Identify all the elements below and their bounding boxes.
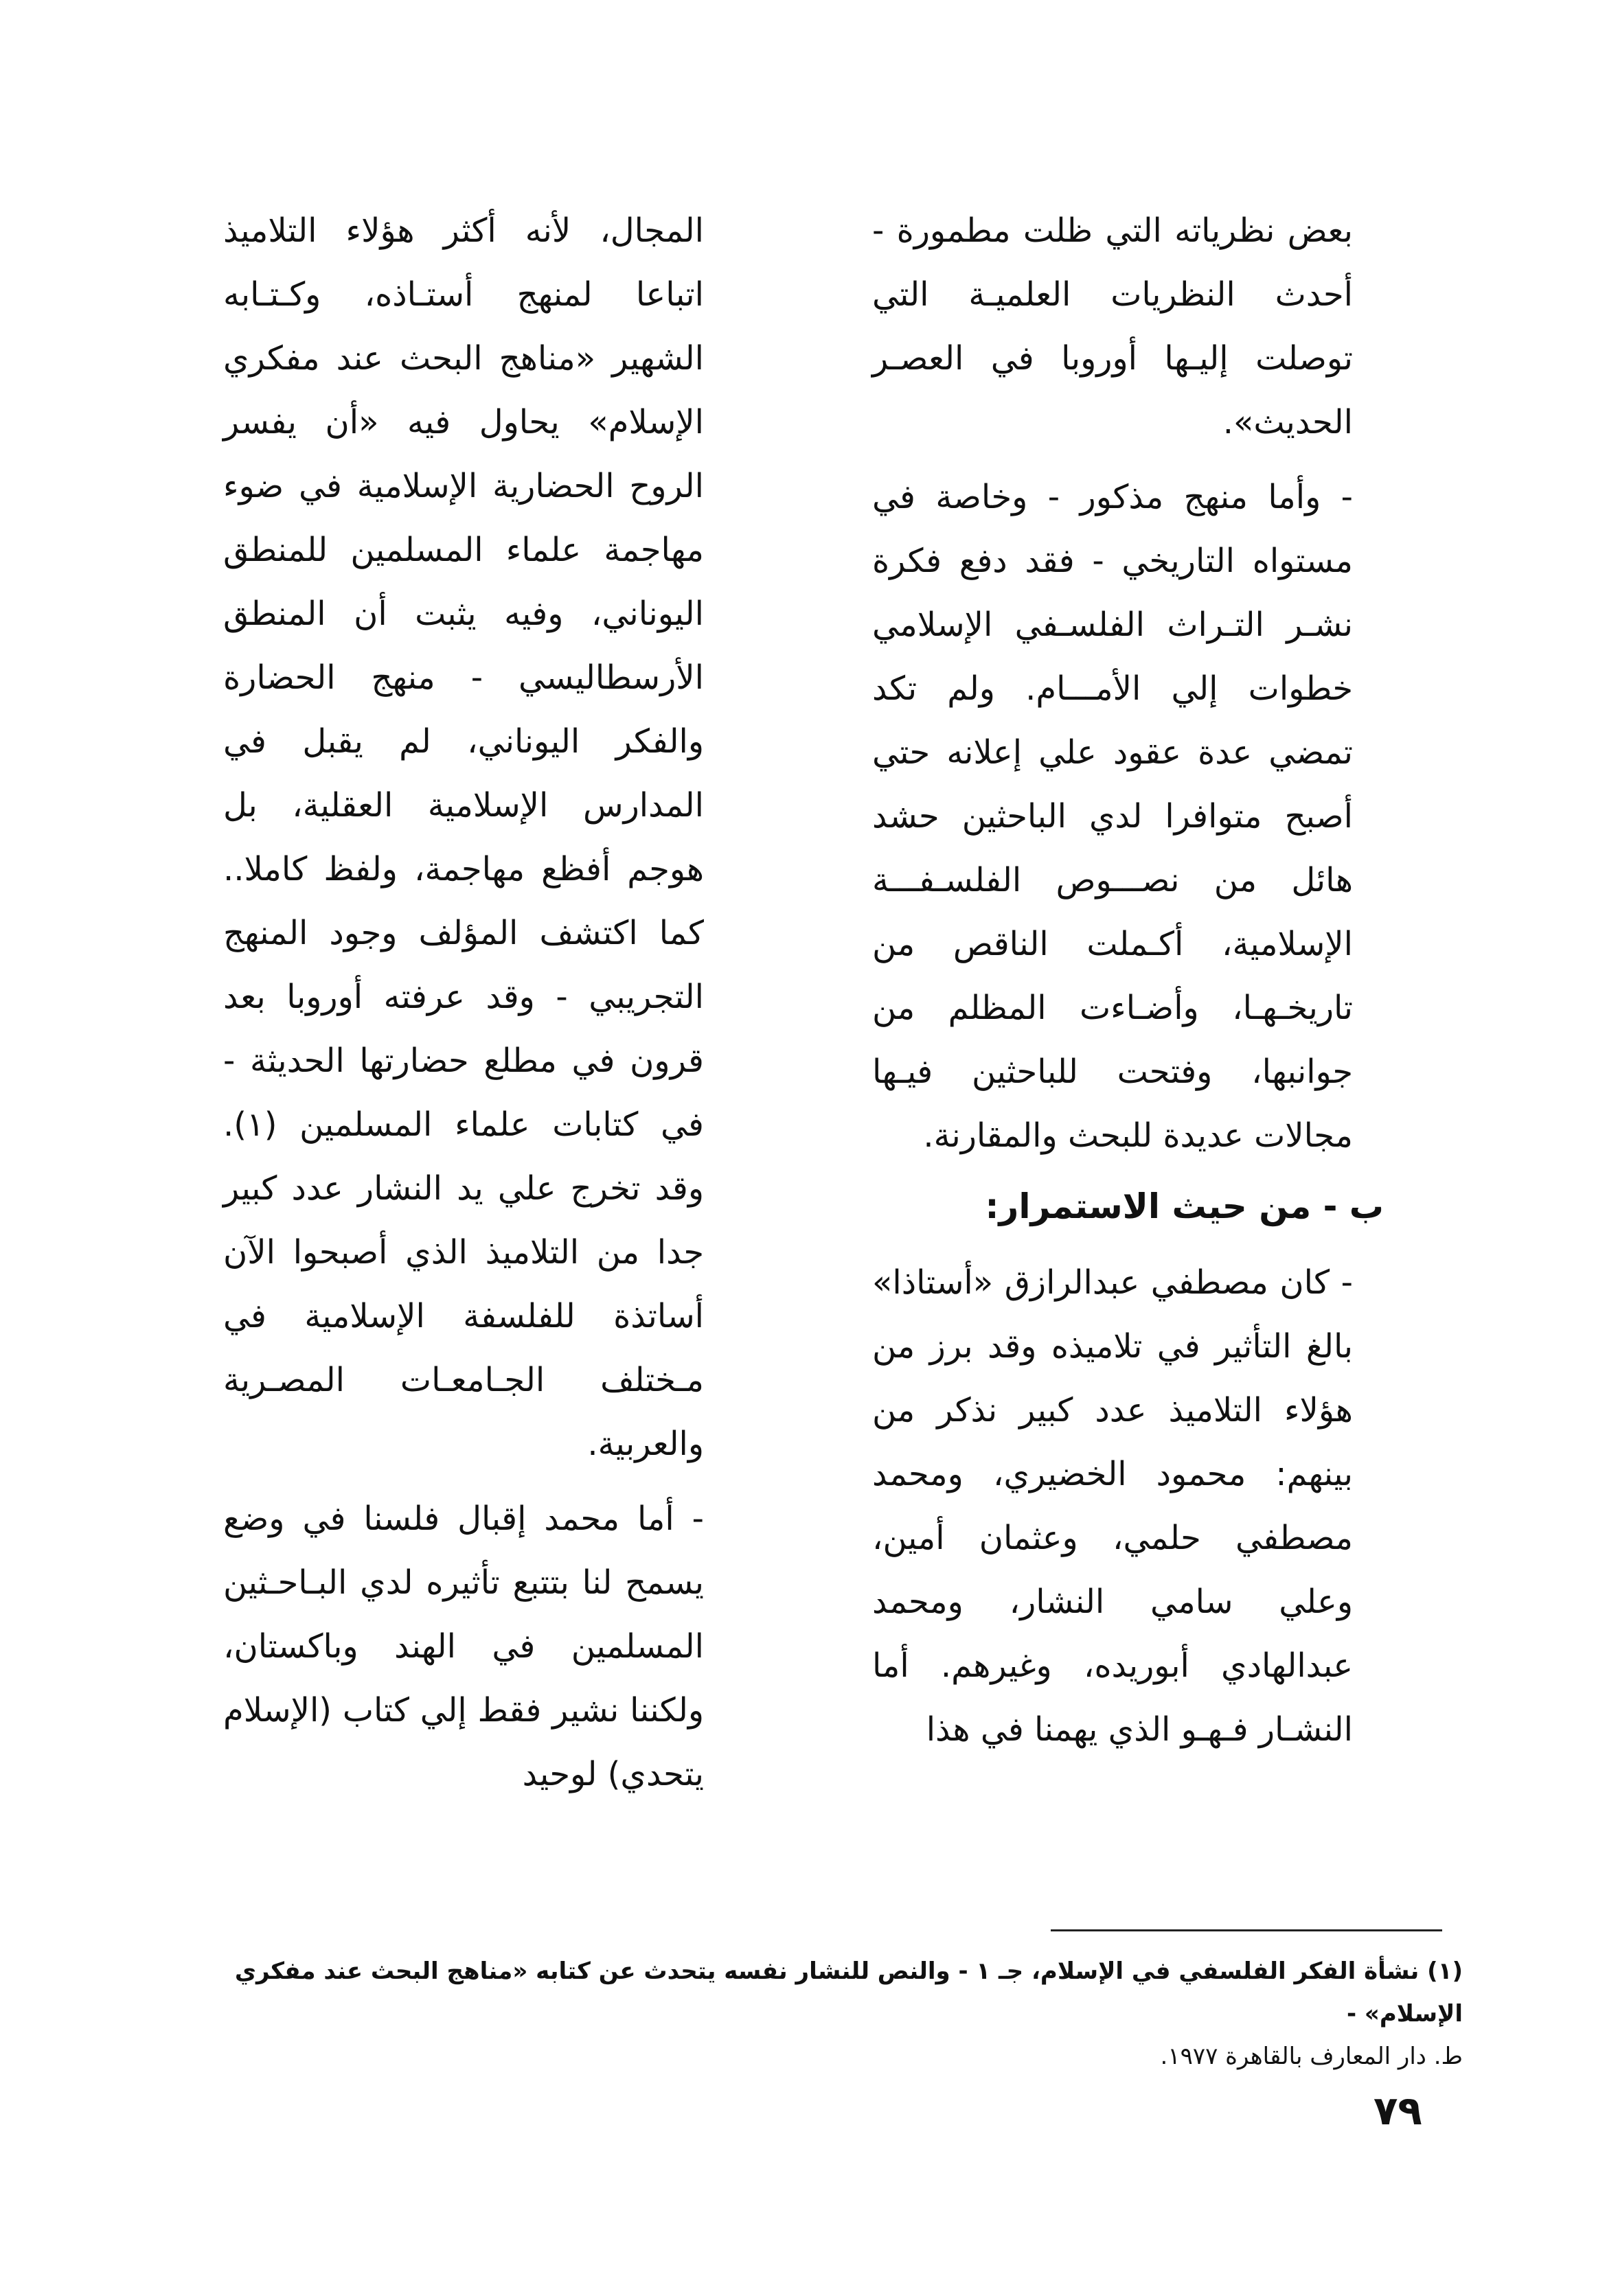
paragraph: - وأما منهج مذكور - وخاصة في مستواه التاريخي - فقد دفع فكرة نشـر التـراث الفلسـفي الإسلامي خطوات إلي الأمـــام. ولم تكد تمضي عدة عقود علي إعلانه حتي أصبح متوافرا لدي الباحثين حشد هائل من نصـــوص الفلسـفـــة الإسلامية، أكـملت الناقص من تاريخـهـا، وأضـاءت المظلم من جوانبها، وفتحت للباحثين فيـها مجالات عديدة للبحث والمقارنة. xyxy=(872,478,1353,1155)
paragraph: بعض نظرياته التي ظلت مطمورة - أحدث النظريات العلميـة التي توصلت إليـها أوروبا في العصـر الحديث». xyxy=(872,211,1353,441)
paragraph: - كان مصطفي عبدالرازق «أستاذا» بالغ التأثير في تلاميذه وقد برز من هؤلاء التلاميذ عدد كبير نذكر من بينهم: محمود الخضيري، ومحمد مصطفي حلمي، وعثمان أمين، وعلي سامي النشار، ومحمد عبدالهادي أبوريده، وغيرهم. أما النشـار فـهـو الذي يهمنا في هذا xyxy=(872,1263,1353,1749)
page-number: ٧٩ xyxy=(1374,2087,1422,2134)
paragraph: المجال، لأنه أكثر هؤلاء التلاميذ اتباعا لمنهج أستـاذه، وكـتـابه الشهير «مناهج البحث عند مفكري الإسلام» يحاول فيه «أن يفسر الروح الحضارية الإسلامية في ضوء مهاجمة علماء المسلمين للمنطق اليوناني، وفيه يثبت أن المنطق الأرسطاليسي - منهج الحضارة والفكر اليوناني، لم يقبل في المدارس الإسلامية العقلية، بل هوجم أفظع مهاجمة، ولفظ كاملا.. كما اكتشف المؤلف وجود المنهج التجريبي - وقد عرفته أوروبا بعد قرون في مطلع حضارتها الحديثة - في كتابات علماء المسلمين (١). وقد تخرج علي يد النشار عدد كبير جدا من التلاميذ الذي أصبحوا الآن أساتذة للفلسفة الإسلامية في مـختلف الجـامعـات المصـرية والعربية. xyxy=(223,211,704,1463)
footnote-line: (١) نشأة الفكر الفلسفي في الإسلام، جـ ١ - والنص للنشار نفسه يتحدث عن كتابه «مناهج البحث عند مفكري الإسلام» - xyxy=(234,1958,1463,2028)
section-heading: ب - من حيث الاستمرار: xyxy=(985,1186,1384,1226)
footnote-line: ط. دار المعارف بالقاهرة ١٩٧٧. xyxy=(1160,2043,1463,2070)
footnote xyxy=(227,1950,1463,2078)
footnote-divider xyxy=(1051,1929,1442,1931)
right-text-column xyxy=(872,199,1384,1762)
paragraph: - أما محمد إقبال فلسنا في وضع يسمح لنا بتتبع تأثيره لدي البـاحـثين المسلمين في الهند وباكستان، ولكننا نشير فقط إلي كتاب (الإسلام يتحدي) لوحيد xyxy=(223,1500,704,1793)
left-text-column xyxy=(223,199,704,1806)
